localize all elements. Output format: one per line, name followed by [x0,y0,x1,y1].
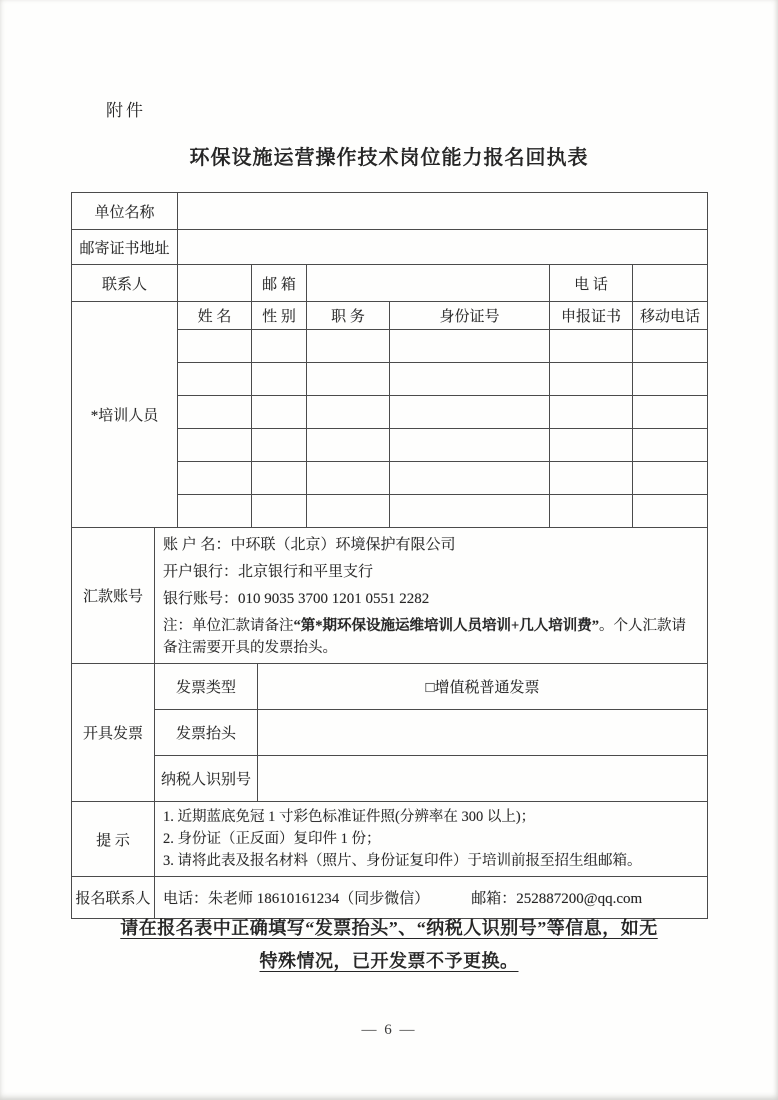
section-trainees [71,301,708,528]
footer-notice-line2: 特殊情况，已开发票不予更换。 [259,951,519,971]
column-header-certificate: 申报证书 [550,302,633,330]
column-header-position: 职 务 [307,302,390,330]
remittance-account-number: 银行账号：010 9035 3700 1201 0551 2282 [163,591,430,607]
tip-item-3: 3. 请将此表及报名材料（照片、身份证复印件）于培训前报至招生组邮箱。 [163,853,642,869]
tips-label: 提 示 [72,802,155,877]
remittance-note: 注：单位汇款请备注“第*期环保设施运维培训人员培训+几人培训费”。个人汇款请备注需要开具的发票抬头。 [163,618,687,656]
invoice-type-value: □增值税普通发票 [258,664,708,710]
column-header-id-number: 身份证号 [390,302,550,330]
column-header-mobile: 移动电话 [633,302,708,330]
section-invoice [71,663,708,802]
mailing-address-value [178,230,708,265]
tax-id-value [258,756,708,802]
registration-contact-email: 邮箱：252887200@qq.com [471,891,643,907]
remittance-bank: 开户银行：北京银行和平里支行 [163,564,374,580]
section-unit-contact [71,192,708,302]
registration-contact-phone: 电话：朱老师 18610161234（同步微信） [163,891,430,907]
invoice-label: 开具发票 [72,664,155,802]
tip-item-1: 1. 近期蓝底免冠 1 寸彩色标准证件照(分辨率在 300 以上)； [163,809,536,825]
registration-form-table [71,192,707,919]
remittance-account-name: 账 户 名：中环联（北京）环境保护有限公司 [163,537,456,553]
tip-item-2: 2. 身份证（正反面）复印件 1 份； [163,831,381,847]
trainees-label: *培训人员 [72,302,178,528]
footer-notice-line1: 请在报名表中正确填写“发票抬头”、“纳税人识别号”等信息，如无 [120,918,658,938]
invoice-type-label: 发票类型 [155,664,258,710]
attachment-label: 附件 [106,101,146,120]
email-label: 邮 箱 [252,265,307,302]
unit-name-label: 单位名称 [72,193,178,230]
column-header-gender: 性 别 [252,302,307,330]
phone-value [633,265,708,302]
mailing-address-label: 邮寄证书地址 [72,230,178,265]
page-title: 环保设施运营操作技术岗位能力报名回执表 [189,147,589,169]
invoice-title-label: 发票抬头 [155,710,258,756]
remittance-label: 汇款账号 [72,528,155,664]
phone-label: 电 话 [550,265,633,302]
page-number: — 6 — [361,1022,417,1038]
unit-name-value [178,193,708,230]
section-tips [71,801,708,877]
invoice-title-value [258,710,708,756]
section-remittance [71,527,708,664]
contact-name-value [178,265,252,302]
contact-name-label: 联系人 [72,265,178,302]
footer-notice [0,912,778,978]
email-value [307,265,550,302]
registration-contact-label: 报名联系人 [72,877,155,919]
column-header-name: 姓 名 [178,302,252,330]
tax-id-label: 纳税人识别号 [155,756,258,802]
